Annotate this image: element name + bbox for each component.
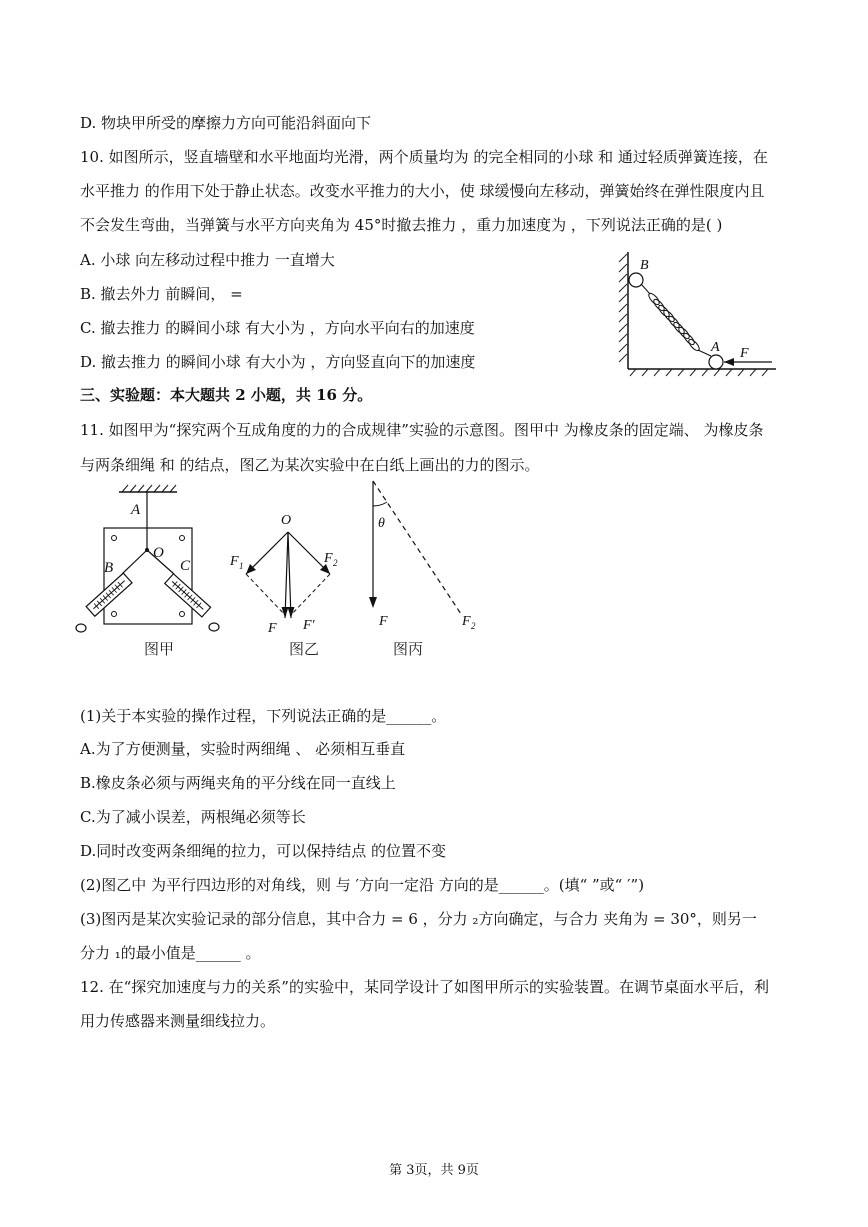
ball-a (709, 355, 723, 369)
question-11-option-b: B.橡皮条必须与两绳夹角的平分线在同一直线上 (80, 774, 396, 792)
spring-balance-right (165, 574, 211, 617)
label-b: B (104, 560, 114, 576)
question-11-option-c: C.为了减小误差，两根绳必须等长 (80, 808, 306, 826)
ball-b (629, 273, 643, 287)
vector-f (285, 532, 288, 618)
vector-f2-direction (373, 481, 461, 614)
question-11-part-1: (1)关于本实验的操作过程，下列说法正确的是______。 (80, 707, 447, 725)
vector-f-prime (288, 532, 291, 618)
label-f: F (379, 614, 388, 629)
question-10-option-a: A. 小球 向左移动过程中推力 一直增大 (80, 251, 335, 269)
label-f2: F (324, 551, 333, 566)
caption-yi: 图乙 (289, 640, 320, 658)
caption-jia: 图甲 (144, 640, 175, 658)
question-11-part-2: (2)图乙中 为平行四边形的对角线，则 与 ′方向一定沿 方向的是______。(填“ ”或“ ′”) (80, 876, 645, 894)
label-c: C (180, 558, 191, 574)
label-b: B (640, 258, 649, 273)
label-f: F (740, 346, 749, 361)
question-11-line-2: 与两条细绳 和 的结点，图乙为某次实验中在白纸上画出的力的图示。 (80, 456, 540, 474)
question-12-line-1: 12. 在“探究加速度与力的关系”的实验中，某同学设计了如图甲所示的实验装置。在调节桌面水平后，利 (80, 978, 769, 996)
label-a: A (711, 340, 720, 355)
question-11-part-3-line-1: (3)图丙是某次实验记录的部分信息，其中合力 = 6 ，分力 ₂方向确定，与合力 夹角为 = 30°，则另一 (80, 910, 757, 928)
label-a: A (131, 502, 141, 518)
question-10-option-c: C. 撤去推力 的瞬间小球 有大小为 ，方向水平向右的加速度 (80, 319, 475, 337)
figure-bing (355, 476, 490, 664)
ground-hatching (630, 369, 768, 376)
label-f-prime: F′ (303, 618, 315, 633)
spring-balance-left (86, 573, 132, 616)
question-10-line-1: 10. 如图所示，竖直墙壁和水平地面均光滑，两个质量均为 的完全相同的小球 和 通过轻质弹簧连接，在 (80, 148, 768, 166)
label-f2-sub: 2 (471, 621, 476, 631)
question-11-part-3-line-2: 分力 ₁的最小值是______ 。 (80, 944, 261, 962)
question-11-line-1: 11. 如图甲为“探究两个互成角度的力的合成规律”实验的示意图。图甲中 为橡皮条的固定端、 为橡皮条 (80, 421, 764, 439)
label-f2: F (462, 614, 471, 629)
option-d-q9: D. 物块甲所受的摩擦力方向可能沿斜面向下 (80, 114, 372, 132)
angle-arc (373, 502, 387, 506)
question-10-line-3: 不会发生弯曲，当弹簧与水平方向夹角为 45°时撤去推力 ，重力加速度为 ，下列说法正确的是( ) (80, 216, 723, 234)
wall-hatching (619, 254, 627, 362)
caption-bing: 图丙 (393, 640, 424, 658)
question-12-line-2: 用力传感器来测量细线拉力。 (80, 1012, 276, 1030)
label-f: F (268, 621, 277, 636)
label-f1: F (230, 554, 239, 569)
figure-yi (222, 508, 352, 664)
label-f2-sub: 2 (333, 558, 338, 568)
question-10-option-d: D. 撤去推力 的瞬间小球 有大小为 ，方向竖直向下的加速度 (80, 353, 476, 371)
question-10-line-2: 水平推力 的作用下处于静止状态。改变水平推力的大小，使 球缓慢向左移动，弹簧始终在弹性限度内且 (80, 182, 765, 200)
label-f1-sub: 1 (239, 561, 244, 571)
section-heading-experiments: 三、实验题：本大题共 2 小题，共 16 分。 (80, 386, 373, 404)
label-o: O (153, 545, 164, 561)
label-theta: θ (378, 516, 385, 531)
spring (641, 284, 711, 356)
board (104, 528, 192, 624)
question-11-option-a: A.为了方便测量，实验时两细绳 、 必须相互垂直 (80, 740, 406, 758)
page-footer: 第 3页，共 9页 (389, 1163, 479, 1178)
figure-jia (74, 482, 229, 664)
question-11-option-d: D.同时改变两条细绳的拉力，可以保持结点 的位置不变 (80, 842, 447, 860)
question-10-option-b: B. 撤去外力 前瞬间， = (80, 285, 243, 303)
force-arrowhead (724, 358, 734, 366)
label-o: O (281, 513, 292, 528)
spring-wall-figure (618, 250, 780, 378)
